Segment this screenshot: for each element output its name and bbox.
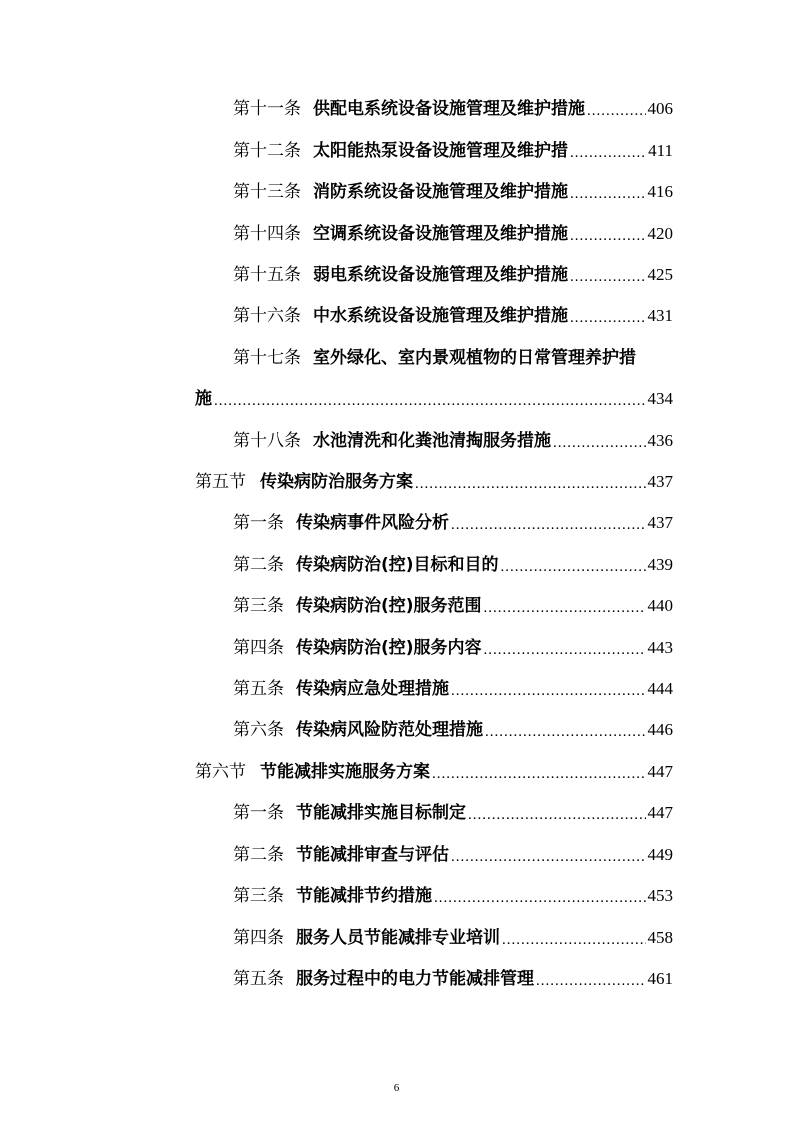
toc-entry-page: 434 [647,389,673,408]
toc-entry-title: 传染病防治(控)目标和目的 [296,555,499,575]
toc-entry[interactable] [233,841,673,869]
toc-leader-dots [432,762,646,786]
toc-entry-page: 436 [647,431,673,450]
toc-entry[interactable] [233,427,673,455]
toc-entry-title: 服务人员节能减排专业培训 [296,928,500,948]
toc-entry-label: 第二条 [233,555,284,575]
toc-section-label: 第五节 [195,472,246,492]
toc-entry-label: 第四条 [233,638,284,658]
toc-entry-page: 444 [647,679,673,698]
toc-leader-dots [468,803,646,827]
toc-leader-dots [451,679,646,703]
toc-entry[interactable] [233,592,673,620]
toc-entry-wrapped[interactable] [233,344,673,372]
toc-entry-label: 第一条 [233,803,284,823]
toc-entry-page: 425 [647,265,673,284]
toc-entry[interactable] [233,634,673,662]
toc-entry-label: 第十四条 [233,224,301,244]
toc-leader-dots [415,472,646,496]
toc-leader-dots [214,389,646,413]
toc-leader-dots [570,265,646,289]
toc-section[interactable] [195,468,673,496]
toc-entry-label: 第四条 [233,928,284,948]
toc-entry-continuation[interactable] [195,385,673,413]
toc-entry[interactable] [233,965,673,993]
toc-section-title: 传染病防治服务方案 [260,472,413,492]
toc-leader-dots [570,306,646,330]
toc-entry-page: 458 [647,928,673,947]
toc-entry-title: 传染病事件风险分析 [296,513,449,533]
toc-entry-label: 第十二条 [233,141,301,161]
toc-leader-dots [570,141,646,165]
toc-entry-label: 第六条 [233,720,284,740]
toc-entry-label: 第十七条 [233,348,301,368]
toc-entry-title: 供配电系统设备设施管理及维护措施 [313,99,585,119]
toc-entry[interactable] [233,261,673,289]
toc-entry-title: 施 [195,389,212,409]
toc-entry[interactable] [233,551,673,579]
toc-entry-title: 传染病应急处理措施 [296,679,449,699]
toc-entry[interactable] [233,509,673,537]
toc-section-page: 447 [647,762,673,781]
toc-entry-label: 第五条 [233,679,284,699]
toc-leader-dots [570,182,646,206]
toc-entry-title: 节能减排节约措施 [296,886,432,906]
page-number: 6 [393,1082,400,1094]
toc-entry-page: 416 [647,182,673,201]
toc-entry-page: 431 [647,306,673,325]
toc-entry-title: 传染病防治(控)服务范围 [296,596,482,616]
toc-leader-dots [484,596,646,620]
toc-entry[interactable] [233,178,673,206]
toc-entry-title: 弱电系统设备设施管理及维护措施 [313,265,568,285]
toc-entry-page: 411 [648,141,673,160]
toc-entry-title: 节能减排审查与评估 [296,845,449,865]
toc-entry-page: 406 [647,99,673,118]
toc-section-label: 第六节 [195,762,246,782]
toc-entry[interactable] [233,882,673,910]
toc-entry-page: 420 [647,224,673,243]
toc-entry-label: 第十三条 [233,182,301,202]
toc-entry-page: 449 [647,845,673,864]
toc-entry-label: 第十六条 [233,306,301,326]
toc-entry-page: 440 [647,596,673,615]
toc-leader-dots [484,638,646,662]
toc-entry-title: 中水系统设备设施管理及维护措施 [313,306,568,326]
toc-entry[interactable] [233,137,673,165]
toc-leader-dots [553,431,646,455]
toc-leader-dots [501,555,646,579]
toc-entry-page: 447 [647,803,673,822]
toc-leader-dots [485,720,646,744]
toc-entry-label: 第一条 [233,513,284,533]
toc-leader-dots [434,886,646,910]
toc-entry-title: 室外绿化、室内景观植物的日常管理养护措 [313,348,636,368]
toc-entry-label: 第三条 [233,886,284,906]
toc-entry[interactable] [233,302,673,330]
toc-entry-page: 437 [647,513,673,532]
toc-entry-label: 第二条 [233,845,284,865]
toc-entry[interactable] [233,95,673,123]
toc-entry-page: 453 [647,886,673,905]
toc-entry-page: 446 [647,720,673,739]
toc-entry[interactable] [233,220,673,248]
toc-entry-title: 空调系统设备设施管理及维护措施 [313,224,568,244]
toc-entry-title: 节能减排实施目标制定 [296,803,466,823]
toc-leader-dots [451,513,646,537]
toc-entry[interactable] [233,799,673,827]
toc-entry[interactable] [233,675,673,703]
toc-entry-title: 消防系统设备设施管理及维护措施 [313,182,568,202]
toc-entry-title: 传染病风险防范处理措施 [296,720,483,740]
toc-entry-title: 水池清洗和化粪池清掏服务措施 [313,431,551,451]
toc-leader-dots [502,928,646,952]
toc-entry-page: 439 [647,555,673,574]
toc-entry-label: 第三条 [233,596,284,616]
toc-leader-dots [570,224,646,248]
toc-entry[interactable] [233,924,673,952]
toc-section[interactable] [195,758,673,786]
toc-entry-title: 太阳能热泵设备设施管理及维护措 [313,141,568,161]
toc-leader-dots [451,845,646,869]
toc-entry-title: 服务过程中的电力节能减排管理 [296,969,534,989]
toc-section-title: 节能减排实施服务方案 [260,762,430,782]
toc-leader-dots [536,969,646,993]
toc-entry-page: 461 [647,969,673,988]
toc-section-page: 437 [647,472,673,491]
toc-entry[interactable] [233,716,673,744]
toc-entry-label: 第十一条 [233,99,301,119]
toc-entry-label: 第十八条 [233,431,301,451]
toc-entry-label: 第十五条 [233,265,301,285]
toc-leader-dots [587,99,646,123]
toc-entry-label: 第五条 [233,969,284,989]
toc-entry-title: 传染病防治(控)服务内容 [296,638,482,658]
toc-entry-page: 443 [647,638,673,657]
